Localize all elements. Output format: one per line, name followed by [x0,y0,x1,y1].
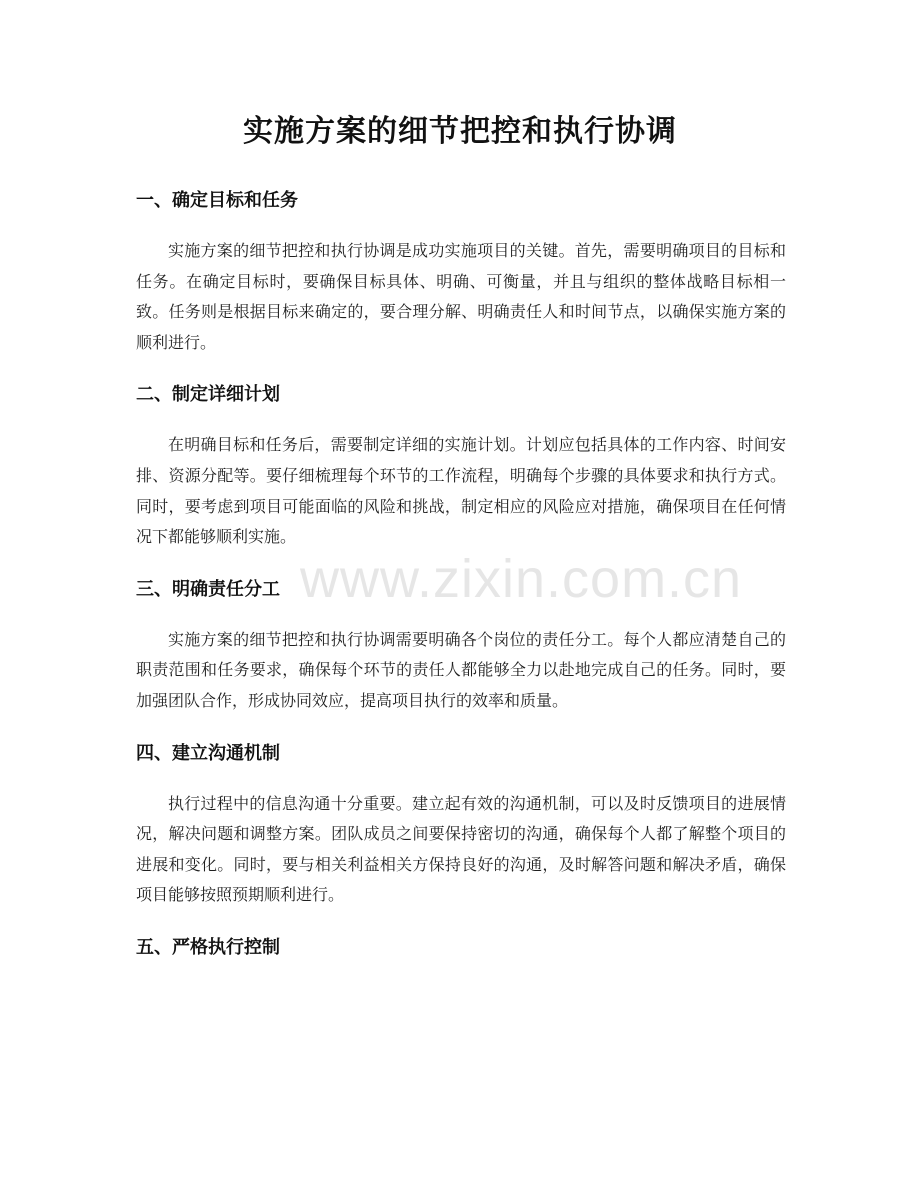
watermark: www.zixin.com.cn [300,549,743,609]
section-3 [136,573,786,737]
section-heading: 三、明确责任分工 [136,578,280,600]
section-heading: 二、制定详细计划 [136,384,280,406]
section-5 [136,931,786,965]
document-content [136,184,786,965]
section-paragraph: 实施方案的细节把控和执行协调是成功实施项目的关键。首先，需要明确项目的目标和任务。在确定目标时，要确保目标具体、明确、可衡量，并且与组织的整体战略目标相一致。任务则是根据目标来确定的，要合理分解、明确责任人和时间节点，以确保实施方案的顺利进行。 [136,241,786,352]
section-paragraph: 在明确目标和任务后，需要制定详细的实施计划。计划应包括具体的工作内容、时间安排、资源分配等。要仔细梳理每个环节的工作流程，明确每个步骤的具体要求和执行方式。同时，要考虑到项目可能面临的风险和挑战，制定相应的风险应对措施，确保项目在任何情况下都能够顺利实施。 [136,435,786,547]
section-heading: 五、严格执行控制 [136,936,280,958]
section-2 [136,378,786,572]
section-heading: 四、建立沟通机制 [136,742,280,764]
document-title: 实施方案的细节把控和执行协调 [243,114,677,149]
section-4 [136,737,786,931]
section-paragraph: 执行过程中的信息沟通十分重要。建立起有效的沟通机制，可以及时反馈项目的进展情况，解决问题和调整方案。团队成员之间要保持密切的沟通，确保每个人都了解整个项目的进展和变化。同时，要与相关利益相关方保持良好的沟通，及时解答问题和解决矛盾，确保项目能够按照预期顺利进行。 [136,793,786,905]
section-heading: 一、确定目标和任务 [136,190,298,211]
section-paragraph: 实施方案的细节把控和执行协调需要明确各个岗位的责任分工。每个人都应清楚自己的职责范围和任务要求，确保每个环节的责任人都能够全力以赴地完成自己的任务。同时，要加强团队合作，形成协同效应，提高项目执行的效率和质量。 [136,629,786,710]
section-1 [136,184,786,378]
